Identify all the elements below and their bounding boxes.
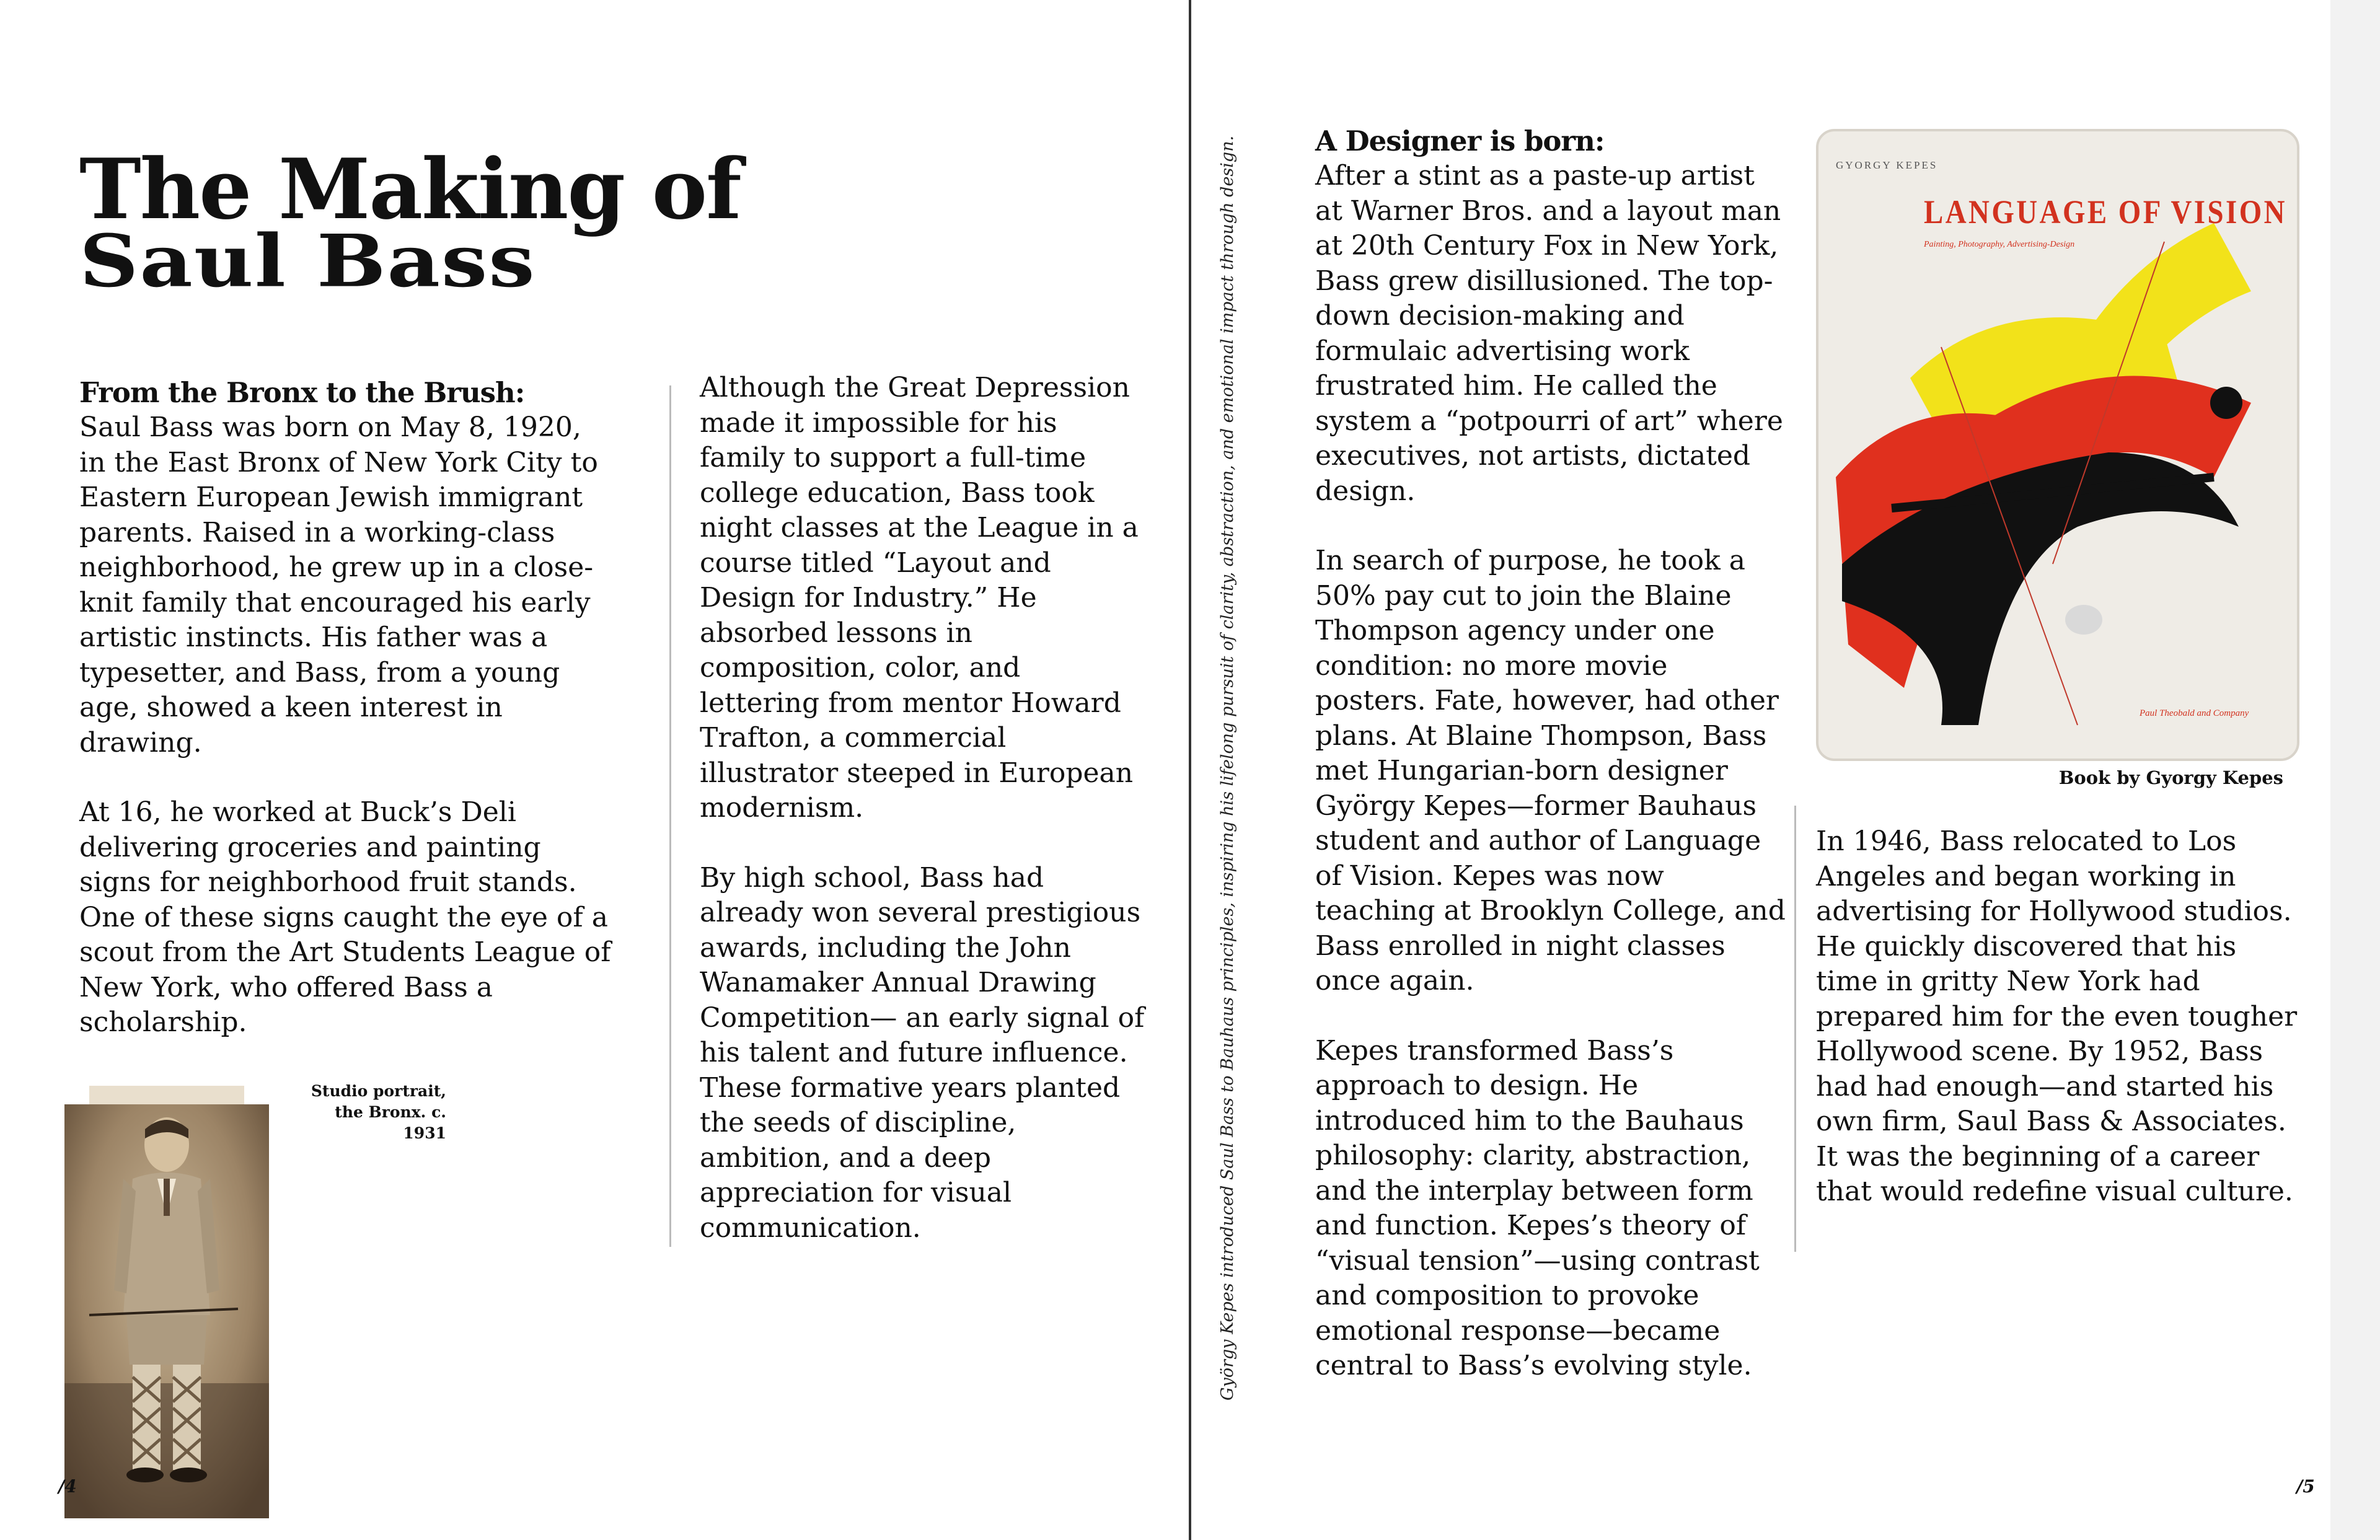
portrait-caption	[291, 1081, 446, 1144]
gutter-divider	[1189, 0, 1191, 1540]
paragraph: Kepes transformed Bass’s approach to design. He introduced him to the Bauhaus philosophy: clarity, abstraction, and the interplay between form and function. Kepes’s theory of “visual tension”—using contrast and composition to provoke emotional response—became central to Bass’s evolving style.	[1315, 1034, 1760, 1381]
title-line-2: Saul Bass	[79, 219, 536, 304]
book-author-text: GYORGY KEPES	[1836, 159, 1938, 171]
book-cover-image	[1817, 130, 2298, 760]
vertical-pull-quote: György Kepes introduced Saul Bass to Bauhaus principles, inspiring his lifelong pursuit of clarity, abstraction, and emotional impact through design.	[1218, 135, 1237, 1401]
paragraph: After a stint as a paste-up artist at Warner Bros. and a layout man at 20th Century Fox in New York, Bass grew disillusioned. The top-down decision-making and formulaic advertising work frustrated him. He called the system a “potpourri of art” where executives, not artists, dictated design.	[1315, 160, 1783, 507]
page-edge	[2330, 0, 2380, 1540]
page-number-right: /5	[2296, 1476, 2315, 1497]
book-publisher-text: Paul Theobald and Company	[2140, 708, 2249, 718]
page-number-left: /4	[58, 1476, 77, 1497]
title-line-1: The Making of	[79, 140, 741, 238]
article-title	[79, 140, 741, 307]
studio-portrait-photo	[64, 1086, 269, 1518]
book-caption: Book by Gyorgy Kepes	[2058, 767, 2283, 788]
column-3	[1315, 124, 1786, 1419]
section-heading-designer: A Designer is born:	[1315, 125, 1605, 157]
paragraph: In 1946, Bass relocated to Los Angeles and began working in advertising for Hollywood studios. He quickly discovered that his time in gritty New York had prepared him for the even tougher Hollywood scene. By 1952, Bass had had enough—and started his own firm, Saul Bass & Associates. It was the beginning of a career that would redefine visual culture.	[1816, 825, 2298, 1207]
book-title-text: LANGUAGE OF VISION	[1924, 193, 2287, 231]
column-rule	[669, 385, 671, 1247]
paragraph: At 16, he worked at Buck’s Deli delivering groceries and painting signs for neighborhood fruit stands. One of these signs caught the eye of a scout from the Art Students League of New York, who offered Bass a scholarship.	[79, 796, 611, 1038]
paragraph: Saul Bass was born on May 8, 1920, in the East Bronx of New York City to Eastern European Jewish immigrant parents. Raised in a working-class neighborhood, he grew up in a close-knit family that encouraged his early artistic instincts. His father was a typesetter, and Bass, from a young age, showed a keen interest in drawing.	[79, 411, 598, 759]
caption-line: Studio portrait,	[311, 1082, 446, 1100]
column-rule	[1794, 806, 1796, 1252]
column-1	[79, 376, 612, 1075]
caption-line: 1931	[403, 1124, 446, 1142]
paragraph: Although the Great Depression made it impossible for his family to support a full-time college education, Bass took night classes at the League in a course titled “Layout and Design for Industry.” He absorbed lessons in composition, color, and lettering from mentor Howard Trafton, a commercial illustrator steeped in European modernism.	[700, 372, 1139, 824]
column-4	[1816, 824, 2306, 1244]
section-heading-bronx: From the Bronx to the Brush:	[79, 376, 525, 409]
book-subtitle-text: Painting, Photography, Advertising-Design	[1924, 240, 2075, 249]
column-2	[700, 371, 1146, 1280]
paragraph: By high school, Bass had already won several prestigious awards, including the John Wanamaker Annual Drawing Competition— an early signal of his talent and future influence. These formative years planted the seeds of discipline, ambition, and a deep appreciation for visual communication.	[700, 861, 1145, 1244]
caption-line: the Bronx. c.	[335, 1103, 446, 1121]
paragraph: In search of purpose, he took a 50% pay cut to join the Blaine Thompson agency under one condition: no more movie posters. Fate, however, had other plans. At Blaine Thompson, Bass met Hungarian-born designer György Kepes—former Bauhaus student and author of Language of Vision. Kepes was now teaching at Brooklyn College, and Bass enrolled in night classes once again.	[1315, 545, 1786, 997]
